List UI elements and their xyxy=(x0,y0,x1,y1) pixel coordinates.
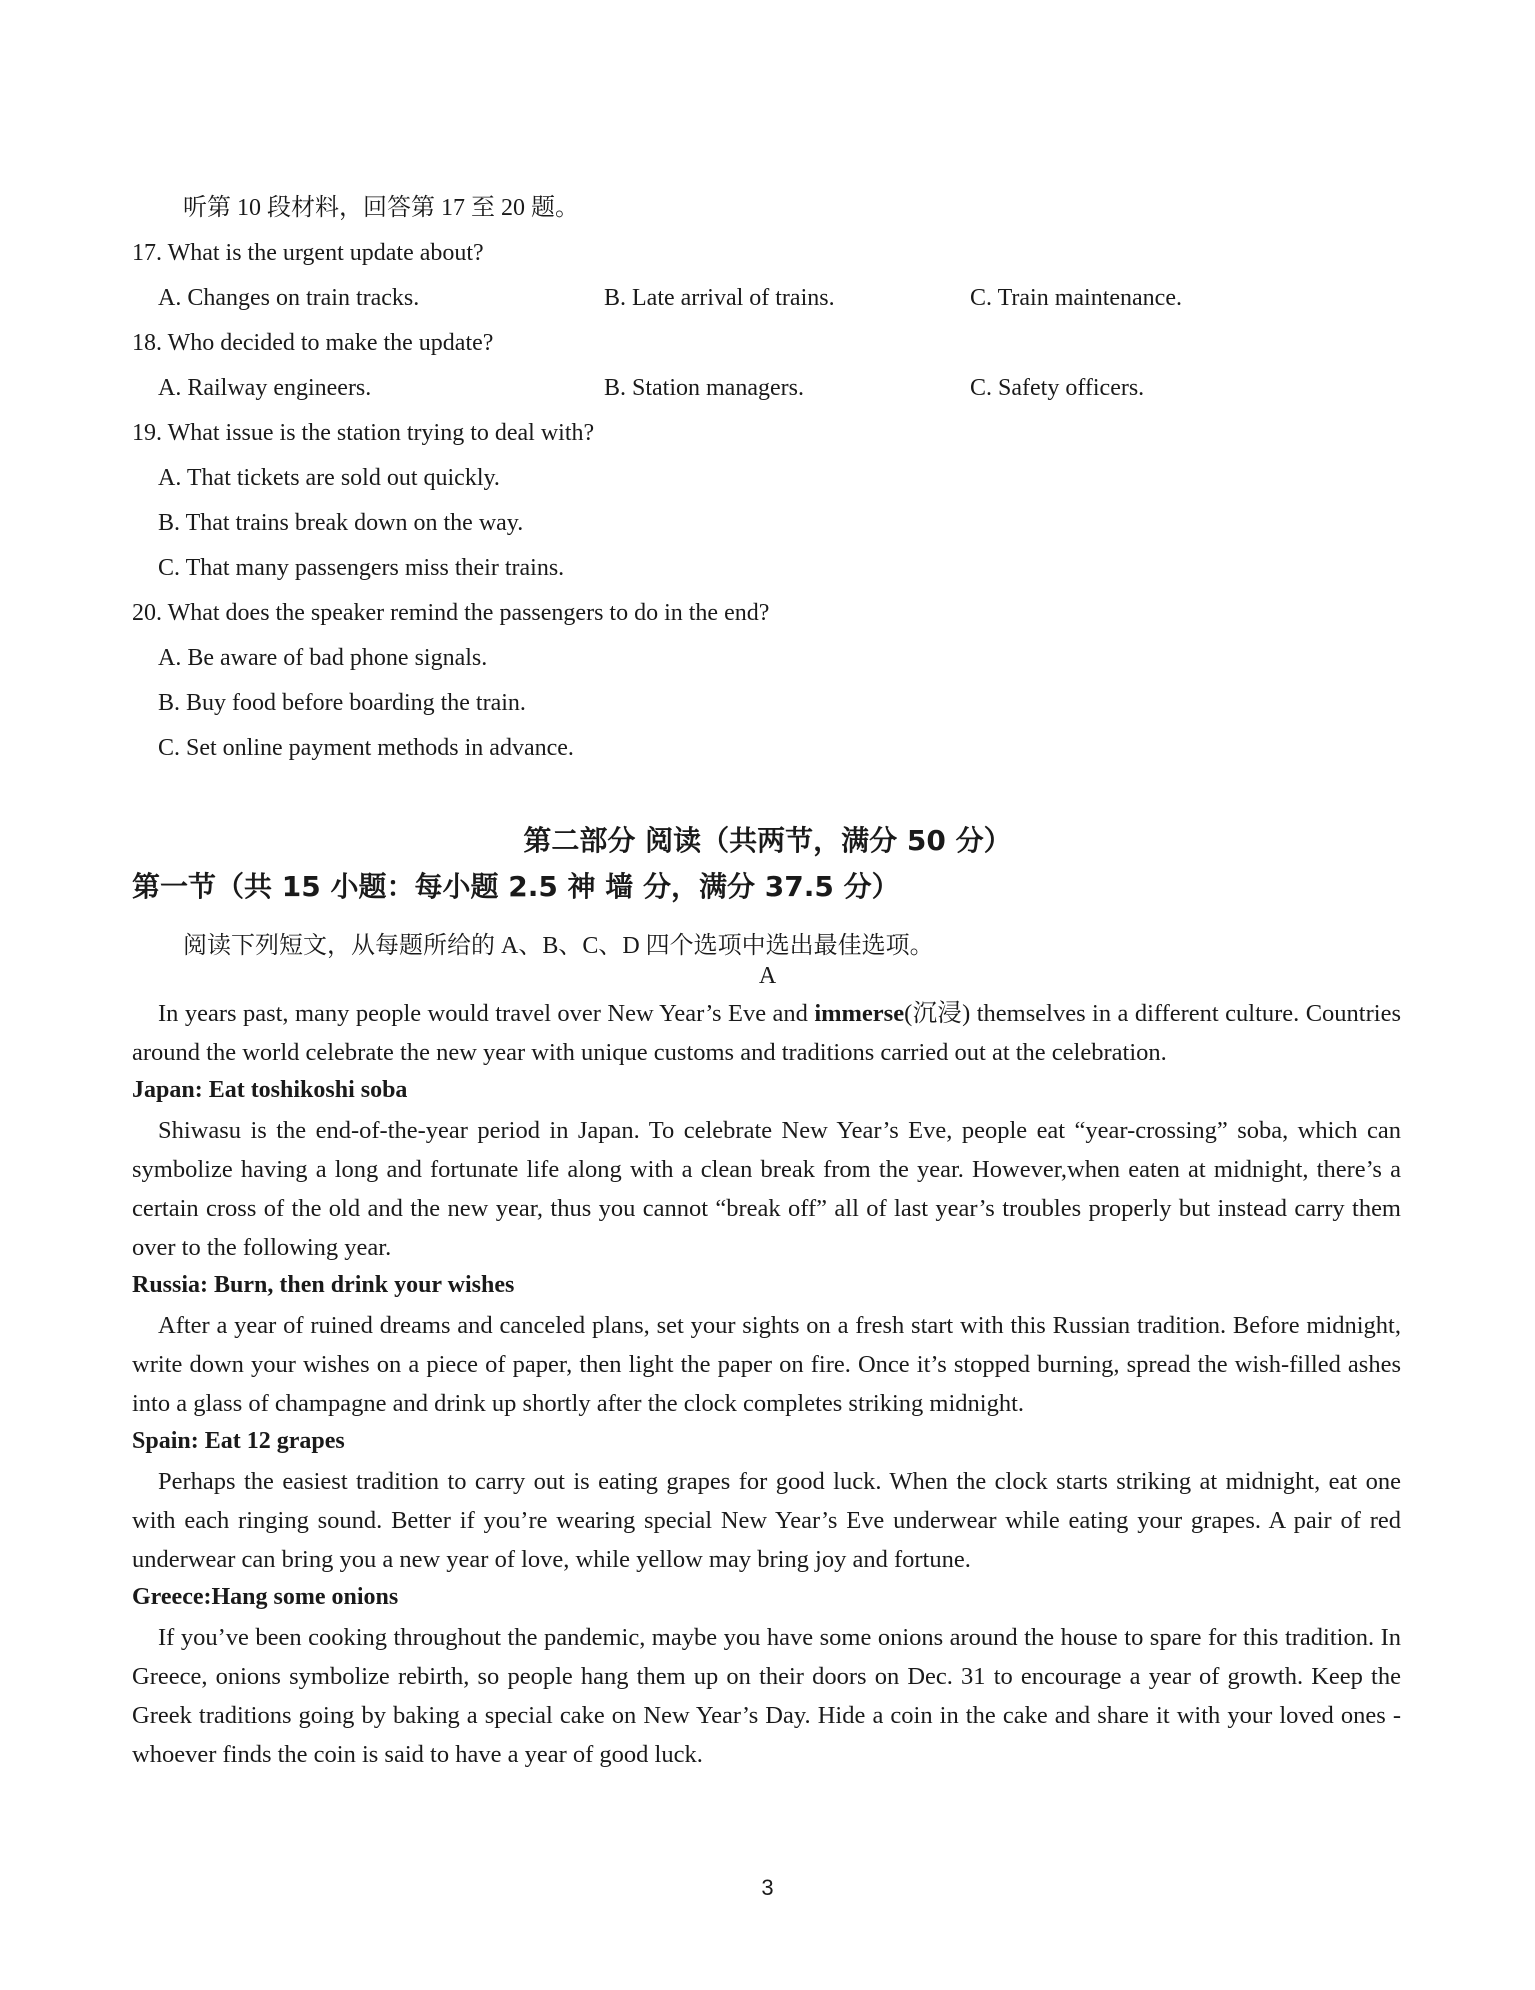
section-title: 第二部分 阅读（共两节，满分 50 分） xyxy=(523,824,1012,857)
intro-text-after: (沉浸) themselves in a different culture. Countries around the world celebrate the new year with unique customs and traditions carried out at the celebration. xyxy=(132,1000,1401,1066)
question-18: 18. Who decided to make the update? xyxy=(132,330,494,356)
paragraph-spain: Perhaps the easiest tradition to carry out is eating grapes for good luck. When the clock starts striking at midnight, eat one with each ringing sound. Better if you’re wearing special New Year’s Eve underwear while eating your grapes. A pair of red underwear can bring you a new year of love, while yellow may bring joy and fortune. xyxy=(132,1468,1401,1573)
intro-keyword: immerse xyxy=(814,1000,905,1027)
paragraph-japan: Shiwasu is the end-of-the-year period in Japan. To celebrate New Year’s Eve, people eat “year-crossing” soba, which can symbolize having a long and fortunate life along with a clean break from the year. However,when eaten at midnight, there’s a certain cross of the old and the new year, thus you cannot “break off” all of last year’s troubles properly but instead carry them over to the following year. xyxy=(132,1117,1401,1261)
heading-spain: Spain: Eat 12 grapes xyxy=(132,1428,345,1454)
q17-option-b: B. Late arrival of trains. xyxy=(604,285,835,311)
question-19: 19. What issue is the station trying to deal with? xyxy=(132,420,595,446)
q19-option-b: B. That trains break down on the way. xyxy=(158,510,524,536)
paragraph-russia: After a year of ruined dreams and canceled plans, set your sights on a fresh start with this Russian tradition. Before midnight, write down your wishes on a piece of paper, then light the paper on fire. Once it’s stopped burning, spread the wish-filled ashes into a glass of champagne and drink up shortly after the clock completes striking midnight. xyxy=(132,1312,1401,1417)
question-17: 17. What is the urgent update about? xyxy=(132,240,484,266)
q20-option-c: C. Set online payment methods in advance. xyxy=(158,735,574,761)
q18-option-b: B. Station managers. xyxy=(604,375,804,401)
subsection-title: 第一节（共 15 小题：每小题 2.5 神 墙 分，满分 37.5 分） xyxy=(132,870,900,903)
listening-intro: 听第 10 段材料，回答第 17 至 20 题。 xyxy=(183,195,579,221)
reading-instruction: 阅读下列短文，从每题所给的 A、B、C、D 四个选项中选出最佳选项。 xyxy=(183,933,934,959)
q20-option-a: A. Be aware of bad phone signals. xyxy=(158,645,488,671)
page-number: 3 xyxy=(761,1875,774,1900)
heading-greece: Greece:Hang some onions xyxy=(132,1584,399,1610)
heading-japan: Japan: Eat toshikoshi soba xyxy=(132,1077,408,1103)
q20-option-b: B. Buy food before boarding the train. xyxy=(158,690,526,716)
q19-option-c: C. That many passengers miss their trains. xyxy=(158,555,565,581)
passage-letter: A xyxy=(758,963,777,989)
q17-option-c: C. Train maintenance. xyxy=(970,285,1182,311)
passage-intro xyxy=(132,994,1401,1072)
q18-option-c: C. Safety officers. xyxy=(970,375,1145,401)
intro-text-before: In years past, many people would travel over New Year’s Eve and xyxy=(158,1000,815,1027)
heading-russia: Russia: Burn, then drink your wishes xyxy=(132,1272,515,1298)
q18-option-a: A. Railway engineers. xyxy=(158,375,372,401)
paragraph-greece: If you’ve been cooking throughout the pandemic, maybe you have some onions around the house to spare for this tradition. In Greece, onions symbolize rebirth, so people hang them up on their doors on Dec. 31 to encourage a year of growth. Keep the Greek traditions going by baking a special cake on New Year’s Day. Hide a coin in the cake and share it with your loved ones - whoever finds the coin is said to have a year of good luck. xyxy=(132,1624,1401,1768)
q17-option-a: A. Changes on train tracks. xyxy=(158,285,420,311)
q19-option-a: A. That tickets are sold out quickly. xyxy=(158,465,500,491)
question-20: 20. What does the speaker remind the passengers to do in the end? xyxy=(132,600,770,626)
